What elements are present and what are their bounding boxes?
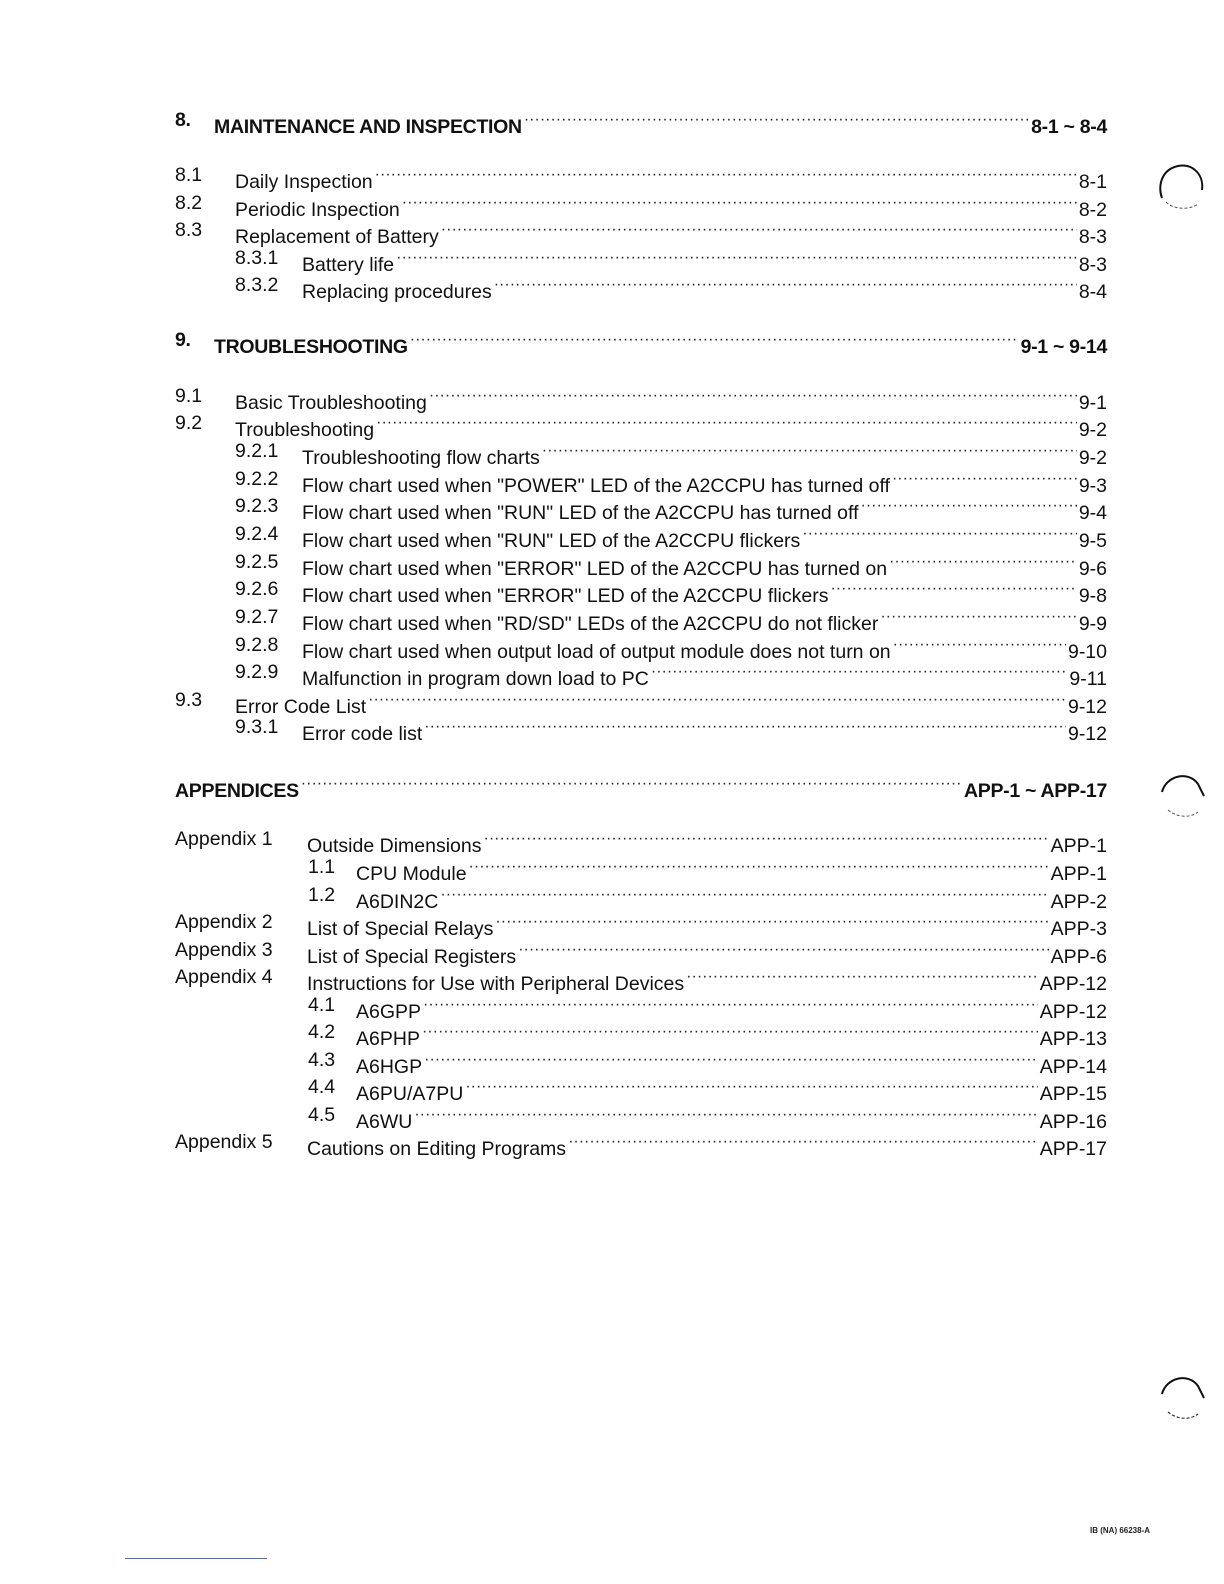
leader-dots bbox=[524, 107, 1029, 133]
leader-dots bbox=[802, 521, 1077, 547]
toc-page: 8-2 bbox=[1078, 199, 1107, 221]
toc-number: 4.3 bbox=[308, 1049, 336, 1071]
toc-title: A6HGP bbox=[356, 1056, 423, 1078]
toc-number: Appendix 4 bbox=[175, 966, 273, 988]
toc-number: 4.4 bbox=[308, 1076, 336, 1098]
toc-number: 8.3.1 bbox=[235, 247, 279, 269]
toc-title: List of Special Relays bbox=[307, 918, 494, 940]
toc-title: TROUBLESHOOTING bbox=[214, 336, 408, 358]
toc-page: 9-3 bbox=[1078, 475, 1107, 497]
toc-number: 8.3 bbox=[175, 219, 203, 241]
toc-number: 9.2.2 bbox=[235, 468, 279, 490]
leader-dots bbox=[494, 272, 1077, 298]
toc-page: 8-4 bbox=[1078, 281, 1107, 303]
leader-dots bbox=[484, 826, 1049, 852]
toc-number: 9.2.3 bbox=[235, 495, 279, 517]
leader-dots bbox=[651, 659, 1068, 685]
toc-number: 9.2.9 bbox=[235, 661, 279, 683]
toc-number: Appendix 2 bbox=[175, 911, 273, 933]
toc-page: APP-1 bbox=[1050, 863, 1107, 885]
toc-page: APP-12 bbox=[1039, 1001, 1107, 1023]
toc-number: 9.2 bbox=[175, 412, 203, 434]
toc-page: 9-4 bbox=[1078, 502, 1107, 524]
leader-dots bbox=[396, 245, 1077, 271]
toc-page: 9-5 bbox=[1078, 530, 1107, 552]
toc-title: Replacing procedures bbox=[302, 281, 492, 303]
toc-title: Troubleshooting flow charts bbox=[302, 447, 540, 469]
leader-dots bbox=[861, 493, 1077, 519]
toc-number: 4.2 bbox=[308, 1021, 336, 1043]
toc-page: 9-2 bbox=[1078, 419, 1107, 441]
leader-dots bbox=[424, 1047, 1038, 1073]
leader-dots bbox=[423, 992, 1038, 1018]
toc-title: A6GPP bbox=[356, 1001, 422, 1023]
toc-page: 9-12 bbox=[1067, 723, 1107, 745]
leader-dots bbox=[465, 1074, 1037, 1100]
toc-page: 9-6 bbox=[1078, 558, 1107, 580]
toc-number: 8.3.2 bbox=[235, 274, 279, 296]
toc-title: Battery life bbox=[302, 254, 395, 276]
toc-page: 9-8 bbox=[1078, 585, 1107, 607]
leader-dots bbox=[893, 632, 1066, 658]
toc-page: 9-1 bbox=[1078, 392, 1107, 414]
leader-dots bbox=[889, 549, 1077, 575]
toc-number: 9.2.5 bbox=[235, 551, 279, 573]
leader-dots bbox=[880, 604, 1076, 630]
toc-page: APP-15 bbox=[1039, 1083, 1107, 1105]
toc-title: Instructions for Use with Peripheral Devices bbox=[307, 973, 685, 995]
toc-number: Appendix 3 bbox=[175, 939, 273, 961]
toc-number: 9. bbox=[175, 329, 191, 351]
toc-number: 9.2.7 bbox=[235, 606, 279, 628]
toc-page: APP-3 bbox=[1050, 918, 1107, 940]
toc-number: 9.2.1 bbox=[235, 440, 279, 462]
toc-title: Flow chart used when "ERROR" LED of the A2CCPU flickers bbox=[302, 585, 829, 607]
toc-title: Daily Inspection bbox=[235, 171, 373, 193]
leader-dots bbox=[686, 964, 1038, 990]
toc-title: Malfunction in program down load to PC bbox=[302, 668, 649, 690]
leader-dots bbox=[518, 937, 1048, 963]
leader-dots bbox=[429, 383, 1077, 409]
toc-title: A6DIN2C bbox=[356, 891, 439, 913]
toc-page: 9-9 bbox=[1078, 613, 1107, 635]
leader-dots bbox=[568, 1129, 1038, 1155]
toc-page: APP-13 bbox=[1039, 1028, 1107, 1050]
toc-title: Periodic Inspection bbox=[235, 199, 400, 221]
toc-title: MAINTENANCE AND INSPECTION bbox=[214, 116, 522, 138]
leader-dots bbox=[830, 576, 1076, 602]
toc-number: 4.5 bbox=[308, 1104, 336, 1126]
toc-number: 1.2 bbox=[308, 884, 336, 906]
toc-title: List of Special Registers bbox=[307, 946, 517, 968]
toc-title: Outside Dimensions bbox=[307, 835, 482, 857]
toc-page: APP-12 bbox=[1039, 973, 1107, 995]
toc-number: 9.3.1 bbox=[235, 716, 279, 738]
toc-number: 1.1 bbox=[308, 856, 336, 878]
toc-page: APP-2 bbox=[1050, 891, 1107, 913]
leader-dots bbox=[469, 854, 1049, 880]
toc-number: 4.1 bbox=[308, 994, 336, 1016]
toc-page: 8-3 bbox=[1078, 254, 1107, 276]
leader-dots bbox=[440, 882, 1048, 908]
document-code: IB (NA) 66238-A bbox=[1090, 1526, 1151, 1535]
toc-number: 8.2 bbox=[175, 192, 203, 214]
toc-title: Replacement of Battery bbox=[235, 226, 439, 248]
toc-title: Flow chart used when "RD/SD" LEDs of the A2CCPU do not flicker bbox=[302, 613, 879, 635]
toc-page: 8-1 ~ 8-4 bbox=[1031, 116, 1107, 138]
toc-page: 9-10 bbox=[1067, 641, 1107, 663]
leader-dots bbox=[368, 687, 1066, 713]
toc-number: 8. bbox=[175, 109, 191, 131]
punch-hole-icon bbox=[1156, 160, 1206, 212]
toc-number: 9.2.6 bbox=[235, 578, 279, 600]
toc-page: 9-1 ~ 9-14 bbox=[1020, 336, 1107, 358]
toc-page: APP-1 ~ APP-17 bbox=[963, 780, 1107, 802]
toc-title: Flow chart used when output load of output module does not turn on bbox=[302, 641, 891, 663]
toc-title: Flow chart used when "RUN" LED of the A2CCPU flickers bbox=[302, 530, 801, 552]
punch-hole-icon bbox=[1158, 1372, 1208, 1424]
toc-page: APP-14 bbox=[1039, 1056, 1107, 1078]
toc-title: A6PHP bbox=[356, 1028, 420, 1050]
leader-dots bbox=[441, 217, 1077, 243]
toc-title: Flow chart used when "RUN" LED of the A2CCPU has turned off bbox=[302, 502, 859, 524]
toc-title: Flow chart used when "POWER" LED of the A2CCPU has turned off bbox=[302, 475, 890, 497]
toc-title: CPU Module bbox=[356, 863, 467, 885]
toc-page: APP-6 bbox=[1050, 946, 1107, 968]
toc-number: Appendix 1 bbox=[175, 828, 273, 850]
punch-hole-icon bbox=[1158, 770, 1208, 822]
toc-title: Error Code List bbox=[235, 696, 367, 718]
leader-dots bbox=[376, 410, 1077, 436]
toc-number: 9.3 bbox=[175, 689, 203, 711]
toc-number: 9.2.8 bbox=[235, 634, 279, 656]
footer-rule bbox=[125, 1558, 267, 1559]
leader-dots bbox=[892, 466, 1077, 492]
toc-page: 9-2 bbox=[1078, 447, 1107, 469]
leader-dots bbox=[422, 1019, 1038, 1045]
toc-title: Error code list bbox=[302, 723, 423, 745]
leader-dots bbox=[410, 327, 1019, 353]
toc-page: APP-17 bbox=[1039, 1138, 1107, 1160]
toc-title: APPENDICES bbox=[175, 780, 299, 802]
toc-page: 9-12 bbox=[1067, 696, 1107, 718]
leader-dots bbox=[402, 190, 1077, 216]
toc-page: 9-11 bbox=[1069, 668, 1107, 690]
leader-dots bbox=[301, 771, 962, 797]
leader-dots bbox=[424, 714, 1066, 740]
toc-title: Cautions on Editing Programs bbox=[307, 1138, 567, 1160]
toc-page: APP-16 bbox=[1039, 1111, 1107, 1133]
toc-title: Flow chart used when "ERROR" LED of the A2CCPU has turned on bbox=[302, 558, 888, 580]
leader-dots bbox=[542, 438, 1077, 464]
toc-number: 9.1 bbox=[175, 385, 203, 407]
toc-number: 9.2.4 bbox=[235, 523, 279, 545]
toc-page: 8-1 bbox=[1078, 171, 1107, 193]
toc-title: Basic Troubleshooting bbox=[235, 392, 427, 414]
toc-title: Troubleshooting bbox=[235, 419, 375, 441]
toc-title: A6WU bbox=[356, 1111, 413, 1133]
leader-dots bbox=[414, 1102, 1037, 1128]
leader-dots bbox=[495, 909, 1048, 935]
toc-page: 8-3 bbox=[1078, 226, 1107, 248]
toc-number: 8.1 bbox=[175, 164, 203, 186]
leader-dots bbox=[375, 162, 1077, 188]
toc-title: A6PU/A7PU bbox=[356, 1083, 464, 1105]
toc-page: APP-1 bbox=[1050, 835, 1107, 857]
toc-number: Appendix 5 bbox=[175, 1131, 273, 1153]
